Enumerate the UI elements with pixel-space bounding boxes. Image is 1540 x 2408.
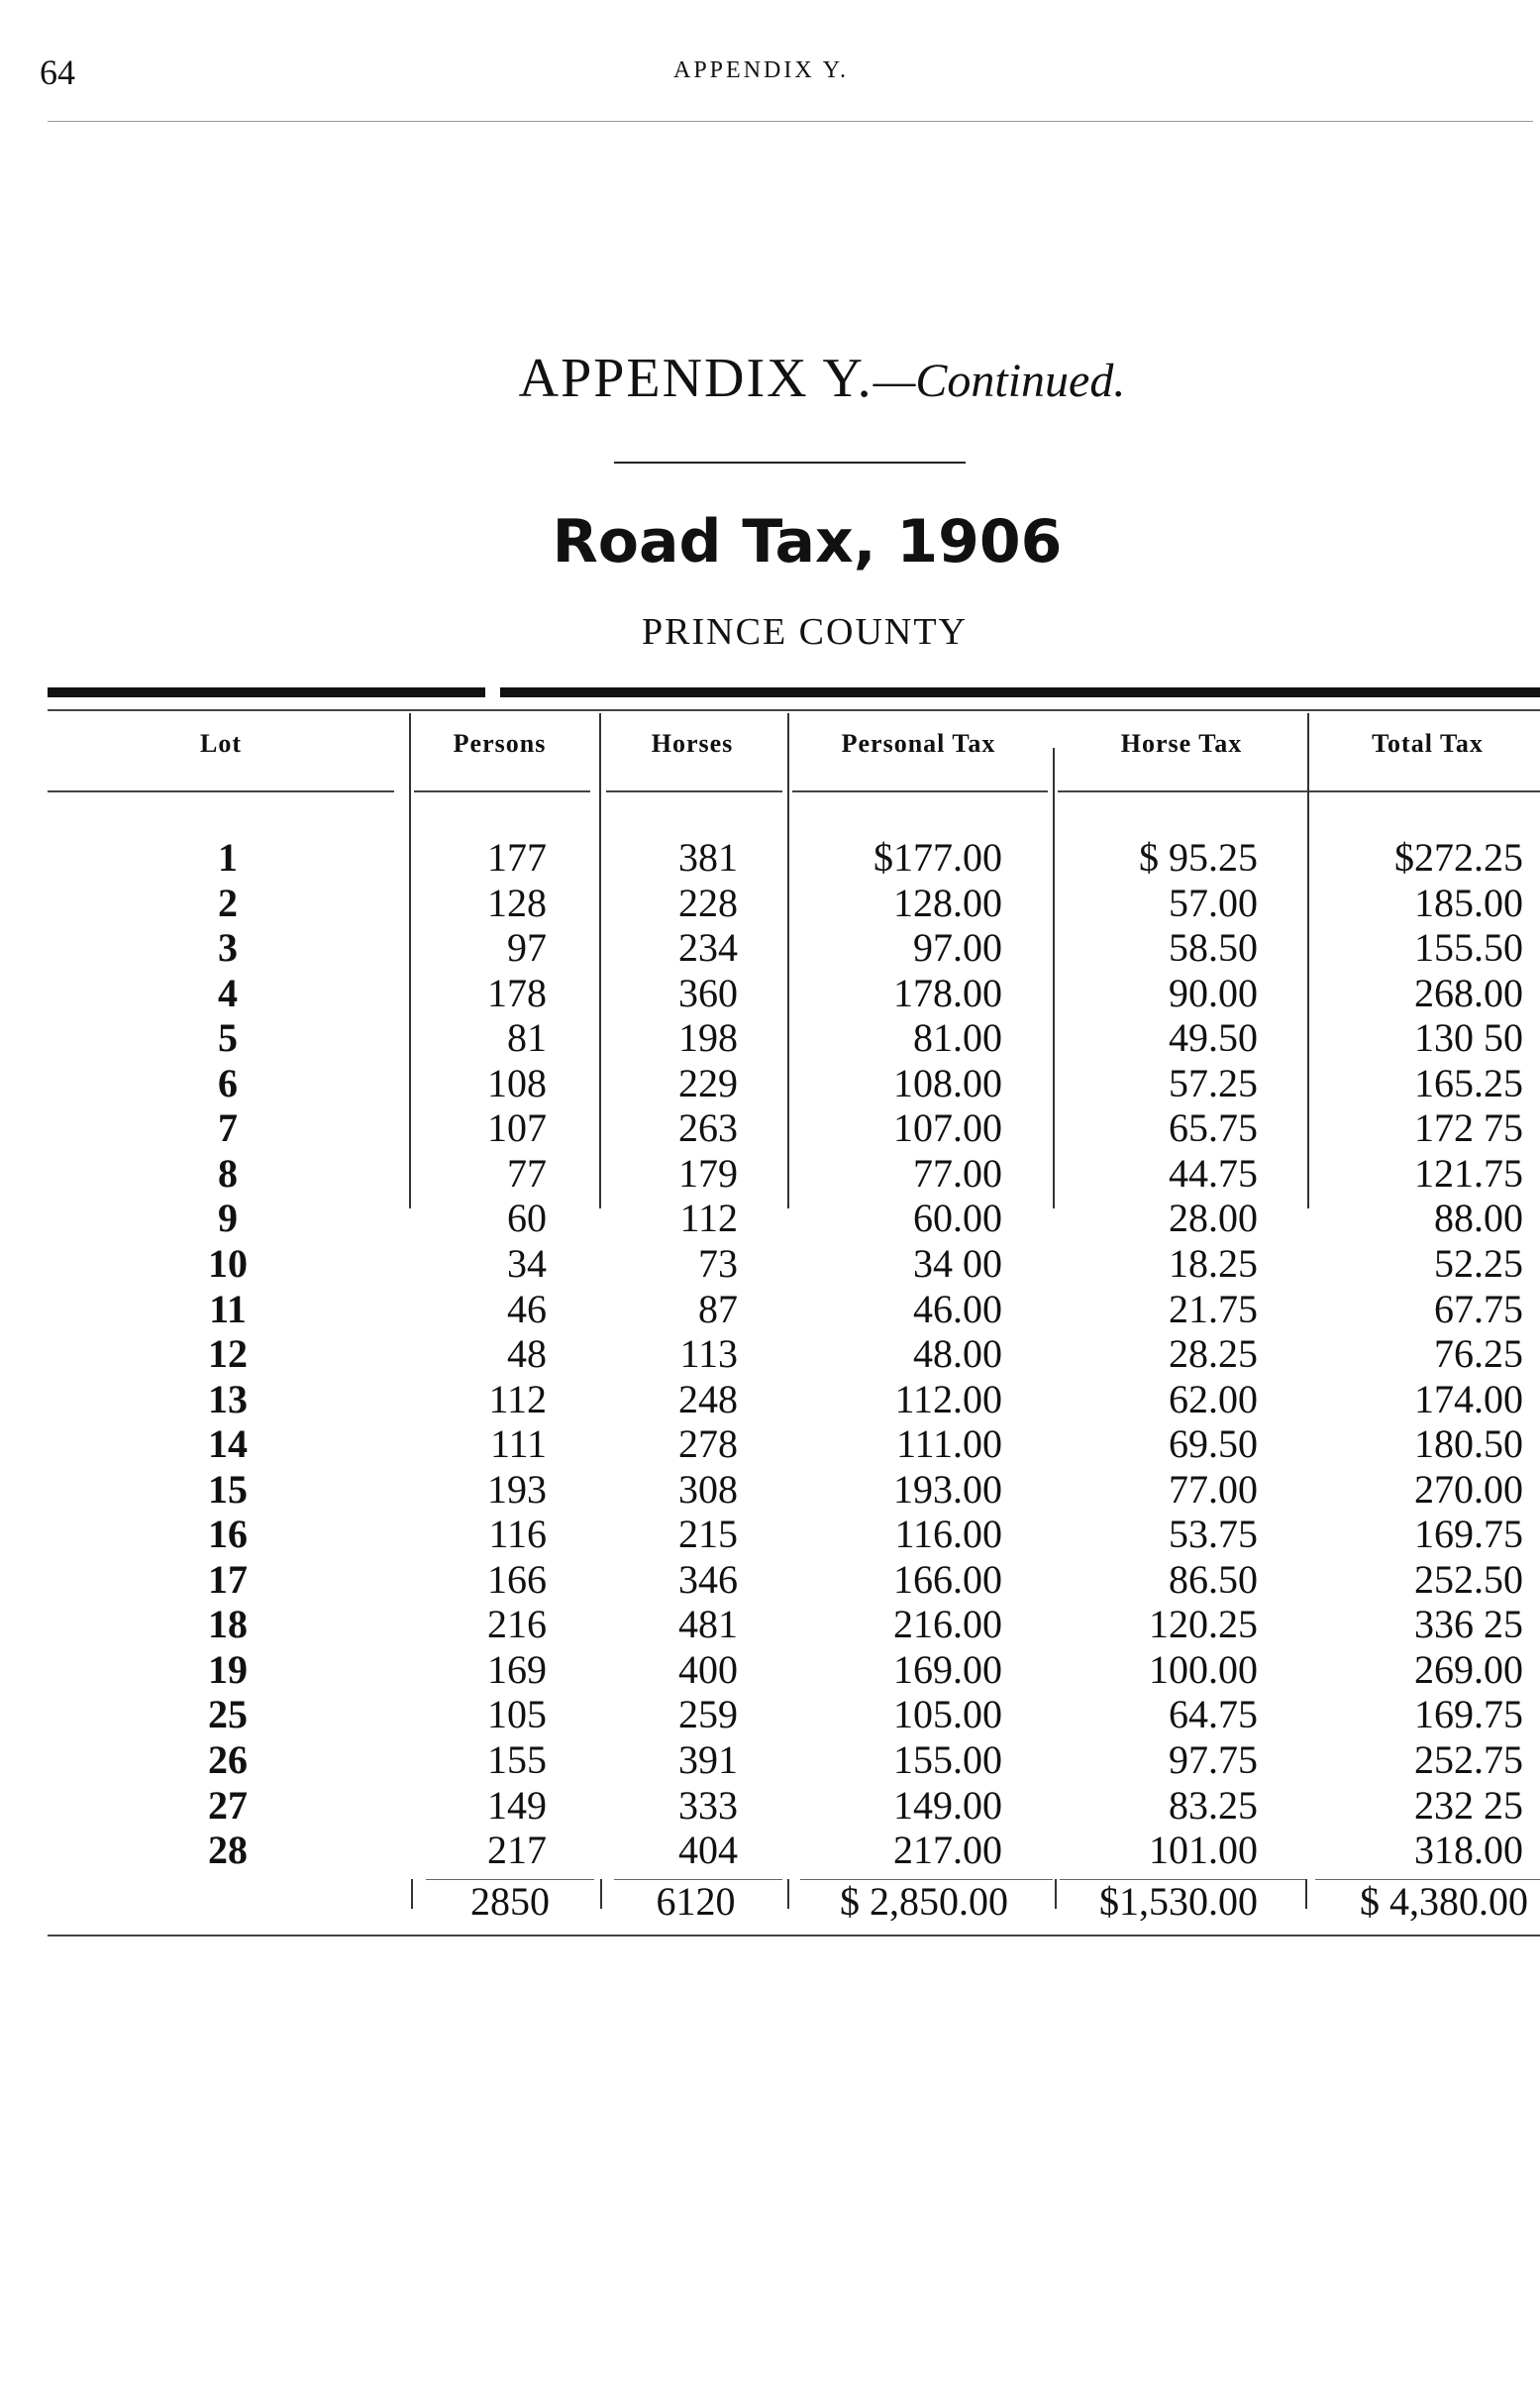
- cell-persons: 108: [487, 1060, 547, 1105]
- cell-horses: 400: [678, 1646, 738, 1692]
- cell-persons: 217: [487, 1828, 547, 1873]
- cell-total-tax: 130 50: [1414, 1015, 1523, 1061]
- cell-personal-tax: 77.00: [913, 1150, 1002, 1196]
- cell-horses: 263: [678, 1105, 738, 1151]
- total-divider: [787, 1879, 789, 1909]
- cell-horses: 346: [678, 1556, 738, 1602]
- cell-total-tax: 165.25: [1414, 1060, 1523, 1105]
- cell-persons: 149: [487, 1782, 547, 1828]
- cell-lot: 10: [208, 1241, 248, 1286]
- cell-lot: 1: [218, 835, 238, 880]
- cell-total-tax: 270.00: [1414, 1466, 1523, 1512]
- cell-lot: 9: [218, 1196, 238, 1241]
- cell-persons: 166: [487, 1556, 547, 1602]
- cell-lot: 27: [208, 1782, 248, 1828]
- cell-persons: 34: [507, 1241, 547, 1286]
- header-horses: Horses: [651, 729, 734, 758]
- table-bottom-rule: [48, 1935, 1540, 1937]
- cell-lot: 12: [208, 1331, 248, 1376]
- header-persons: Persons: [453, 729, 547, 758]
- cell-horse-tax: 62.00: [1169, 1376, 1258, 1421]
- cell-persons: 105: [487, 1692, 547, 1737]
- cell-lot: 16: [208, 1512, 248, 1557]
- table-top-thin-rule: [48, 709, 1540, 711]
- cell-horse-tax: 49.50: [1169, 1015, 1258, 1061]
- cell-total-tax: 155.50: [1414, 925, 1523, 971]
- total-total-tax: $ 4,380.00: [1360, 1879, 1528, 1924]
- appendix-title: [0, 347, 1540, 410]
- cell-horse-tax: 28.00: [1169, 1196, 1258, 1241]
- cell-persons: 60: [507, 1196, 547, 1241]
- cell-horse-tax: 77.00: [1169, 1466, 1258, 1512]
- header-lot: Lot: [200, 729, 242, 758]
- cell-persons: 169: [487, 1646, 547, 1692]
- cell-horses: 87: [698, 1286, 738, 1331]
- cell-lot: 26: [208, 1737, 248, 1782]
- header-underline: [48, 790, 394, 792]
- cell-personal-tax: 48.00: [913, 1331, 1002, 1376]
- header-underline: [606, 790, 782, 792]
- cell-persons: 81: [507, 1015, 547, 1061]
- cell-horses: 234: [678, 925, 738, 971]
- cell-persons: 48: [507, 1331, 547, 1376]
- cell-horse-tax: 64.75: [1169, 1692, 1258, 1737]
- cell-horses: 113: [679, 1331, 738, 1376]
- page-number: 64: [40, 52, 75, 92]
- cell-horse-tax: 97.75: [1169, 1737, 1258, 1782]
- cell-total-tax: 269.00: [1414, 1646, 1523, 1692]
- cell-total-tax: 232 25: [1414, 1782, 1523, 1828]
- header-underline: [1058, 790, 1307, 792]
- cell-persons: 111: [489, 1421, 547, 1467]
- cell-horses: 481: [678, 1602, 738, 1647]
- appendix-title-continued: —Continued.: [873, 355, 1126, 407]
- cell-horses: 112: [679, 1196, 738, 1241]
- cell-personal-tax: 169.00: [893, 1646, 1002, 1692]
- cell-persons: 155: [487, 1737, 547, 1782]
- cell-total-tax: 336 25: [1414, 1602, 1523, 1647]
- cell-total-tax: 252.75: [1414, 1737, 1523, 1782]
- cell-lot: 28: [208, 1828, 248, 1873]
- total-divider: [1305, 1879, 1307, 1909]
- table-top-rule-right: [500, 687, 1540, 697]
- total-horses: 6120: [656, 1879, 736, 1924]
- cell-total-tax: 88.00: [1434, 1196, 1523, 1241]
- cell-personal-tax: 97.00: [913, 925, 1002, 971]
- cell-personal-tax: 116.00: [894, 1512, 1002, 1557]
- cell-persons: 116: [488, 1512, 547, 1557]
- cell-persons: 128: [487, 880, 547, 925]
- cell-personal-tax: 217.00: [893, 1828, 1002, 1873]
- cell-lot: 14: [208, 1421, 248, 1467]
- cell-horse-tax: 101.00: [1149, 1828, 1258, 1873]
- cell-persons: 178: [487, 970, 547, 1015]
- cell-personal-tax: 112.00: [894, 1376, 1002, 1421]
- cell-personal-tax: 105.00: [893, 1692, 1002, 1737]
- cell-lot: 11: [209, 1286, 247, 1331]
- header-total-tax: Total Tax: [1372, 729, 1484, 758]
- cell-personal-tax: 34 00: [913, 1241, 1002, 1286]
- cell-horses: 73: [698, 1241, 738, 1286]
- cell-horse-tax: 90.00: [1169, 970, 1258, 1015]
- cell-lot: 19: [208, 1646, 248, 1692]
- cell-lot: 25: [208, 1692, 248, 1737]
- cell-horses: 360: [678, 970, 738, 1015]
- cell-total-tax: 67.75: [1434, 1286, 1523, 1331]
- cell-personal-tax: 149.00: [893, 1782, 1002, 1828]
- cell-persons: 107: [487, 1105, 547, 1151]
- cell-total-tax: 180.50: [1414, 1421, 1523, 1467]
- cell-total-tax: 268.00: [1414, 970, 1523, 1015]
- total-divider: [1055, 1879, 1057, 1909]
- cell-total-tax: 185.00: [1414, 880, 1523, 925]
- cell-horse-tax: 18.25: [1169, 1241, 1258, 1286]
- cell-total-tax: 169.75: [1414, 1512, 1523, 1557]
- header-underline: [414, 790, 590, 792]
- cell-persons: 97: [507, 925, 547, 971]
- cell-lot: 8: [218, 1150, 238, 1196]
- cell-horse-tax: 69.50: [1169, 1421, 1258, 1467]
- total-divider: [600, 1879, 602, 1909]
- cell-horse-tax: 53.75: [1169, 1512, 1258, 1557]
- cell-personal-tax: 128.00: [893, 880, 1002, 925]
- cell-horse-tax: 57.00: [1169, 880, 1258, 925]
- total-divider: [411, 1879, 413, 1909]
- cell-total-tax: 252.50: [1414, 1556, 1523, 1602]
- cell-horses: 308: [678, 1466, 738, 1512]
- cell-horses: 333: [678, 1782, 738, 1828]
- cell-horses: 228: [678, 880, 738, 925]
- county-heading: PRINCE COUNTY: [642, 611, 968, 653]
- cell-total-tax: 52.25: [1434, 1241, 1523, 1286]
- cell-horses: 278: [678, 1421, 738, 1467]
- cell-total-tax: 172 75: [1414, 1105, 1523, 1151]
- table-title: Road Tax, 1906: [552, 507, 1063, 576]
- header-personal-tax: Personal Tax: [841, 729, 996, 758]
- cell-total-tax: 76.25: [1434, 1331, 1523, 1376]
- cell-horse-tax: 58.50: [1169, 925, 1258, 971]
- cell-personal-tax: 178.00: [893, 970, 1002, 1015]
- total-horse-tax: $1,530.00: [1099, 1879, 1258, 1924]
- cell-lot: 3: [218, 925, 238, 971]
- table-top-rule-left: [48, 687, 485, 697]
- cell-persons: 46: [507, 1286, 547, 1331]
- cell-personal-tax: 216.00: [893, 1602, 1002, 1647]
- cell-horse-tax: 65.75: [1169, 1105, 1258, 1151]
- cell-personal-tax: 111.00: [895, 1421, 1002, 1467]
- cell-total-tax: $272.25: [1394, 835, 1523, 880]
- cell-horses: 391: [678, 1737, 738, 1782]
- cell-lot: 7: [218, 1105, 238, 1151]
- cell-lot: 15: [208, 1466, 248, 1512]
- cell-total-tax: 121.75: [1414, 1150, 1523, 1196]
- cell-persons: 216: [487, 1602, 547, 1647]
- cell-horse-tax: 100.00: [1149, 1646, 1258, 1692]
- cell-personal-tax: 193.00: [893, 1466, 1002, 1512]
- cell-horse-tax: 83.25: [1169, 1782, 1258, 1828]
- cell-personal-tax: 108.00: [893, 1060, 1002, 1105]
- title-divider: [614, 462, 966, 464]
- cell-personal-tax: 166.00: [893, 1556, 1002, 1602]
- column-divider: [1307, 713, 1309, 1208]
- cell-horses: 404: [678, 1828, 738, 1873]
- cell-horses: 198: [678, 1015, 738, 1061]
- cell-horse-tax: 44.75: [1169, 1150, 1258, 1196]
- cell-total-tax: 169.75: [1414, 1692, 1523, 1737]
- running-head: APPENDIX Y.: [673, 57, 850, 83]
- total-persons: 2850: [470, 1879, 550, 1924]
- header-underline: [792, 790, 1048, 792]
- cell-horses: 229: [678, 1060, 738, 1105]
- cell-persons: 77: [507, 1150, 547, 1196]
- cell-lot: 17: [208, 1556, 248, 1602]
- cell-personal-tax: 81.00: [913, 1015, 1002, 1061]
- cell-horse-tax: 86.50: [1169, 1556, 1258, 1602]
- cell-persons: 193: [487, 1466, 547, 1512]
- cell-horses: 215: [678, 1512, 738, 1557]
- cell-lot: 18: [208, 1602, 248, 1647]
- cell-personal-tax: 60.00: [913, 1196, 1002, 1241]
- cell-personal-tax: 107.00: [893, 1105, 1002, 1151]
- cell-horses: 179: [678, 1150, 738, 1196]
- cell-lot: 13: [208, 1376, 248, 1421]
- cell-persons: 112: [488, 1376, 547, 1421]
- cell-persons: 177: [487, 835, 547, 880]
- cell-horses: 381: [678, 835, 738, 880]
- cell-horse-tax: 57.25: [1169, 1060, 1258, 1105]
- total-personal-tax: $ 2,850.00: [840, 1879, 1008, 1924]
- appendix-title-main: APPENDIX Y.: [518, 348, 873, 409]
- cell-horse-tax: 28.25: [1169, 1331, 1258, 1376]
- cell-lot: 6: [218, 1060, 238, 1105]
- cell-total-tax: 174.00: [1414, 1376, 1523, 1421]
- cell-horses: 259: [678, 1692, 738, 1737]
- cell-total-tax: 318.00: [1414, 1828, 1523, 1873]
- cell-horse-tax: 21.75: [1169, 1286, 1258, 1331]
- cell-horse-tax: $ 95.25: [1139, 835, 1258, 880]
- cell-lot: 4: [218, 970, 238, 1015]
- cell-lot: 5: [218, 1015, 238, 1061]
- cell-personal-tax: 155.00: [893, 1737, 1002, 1782]
- header-horse-tax: Horse Tax: [1120, 729, 1243, 758]
- cell-personal-tax: $177.00: [873, 835, 1002, 880]
- cell-personal-tax: 46.00: [913, 1286, 1002, 1331]
- cell-horses: 248: [678, 1376, 738, 1421]
- cell-horse-tax: 120.25: [1149, 1602, 1258, 1647]
- cell-lot: 2: [218, 880, 238, 925]
- header-underline: [1309, 790, 1540, 792]
- header-rule: [48, 121, 1533, 122]
